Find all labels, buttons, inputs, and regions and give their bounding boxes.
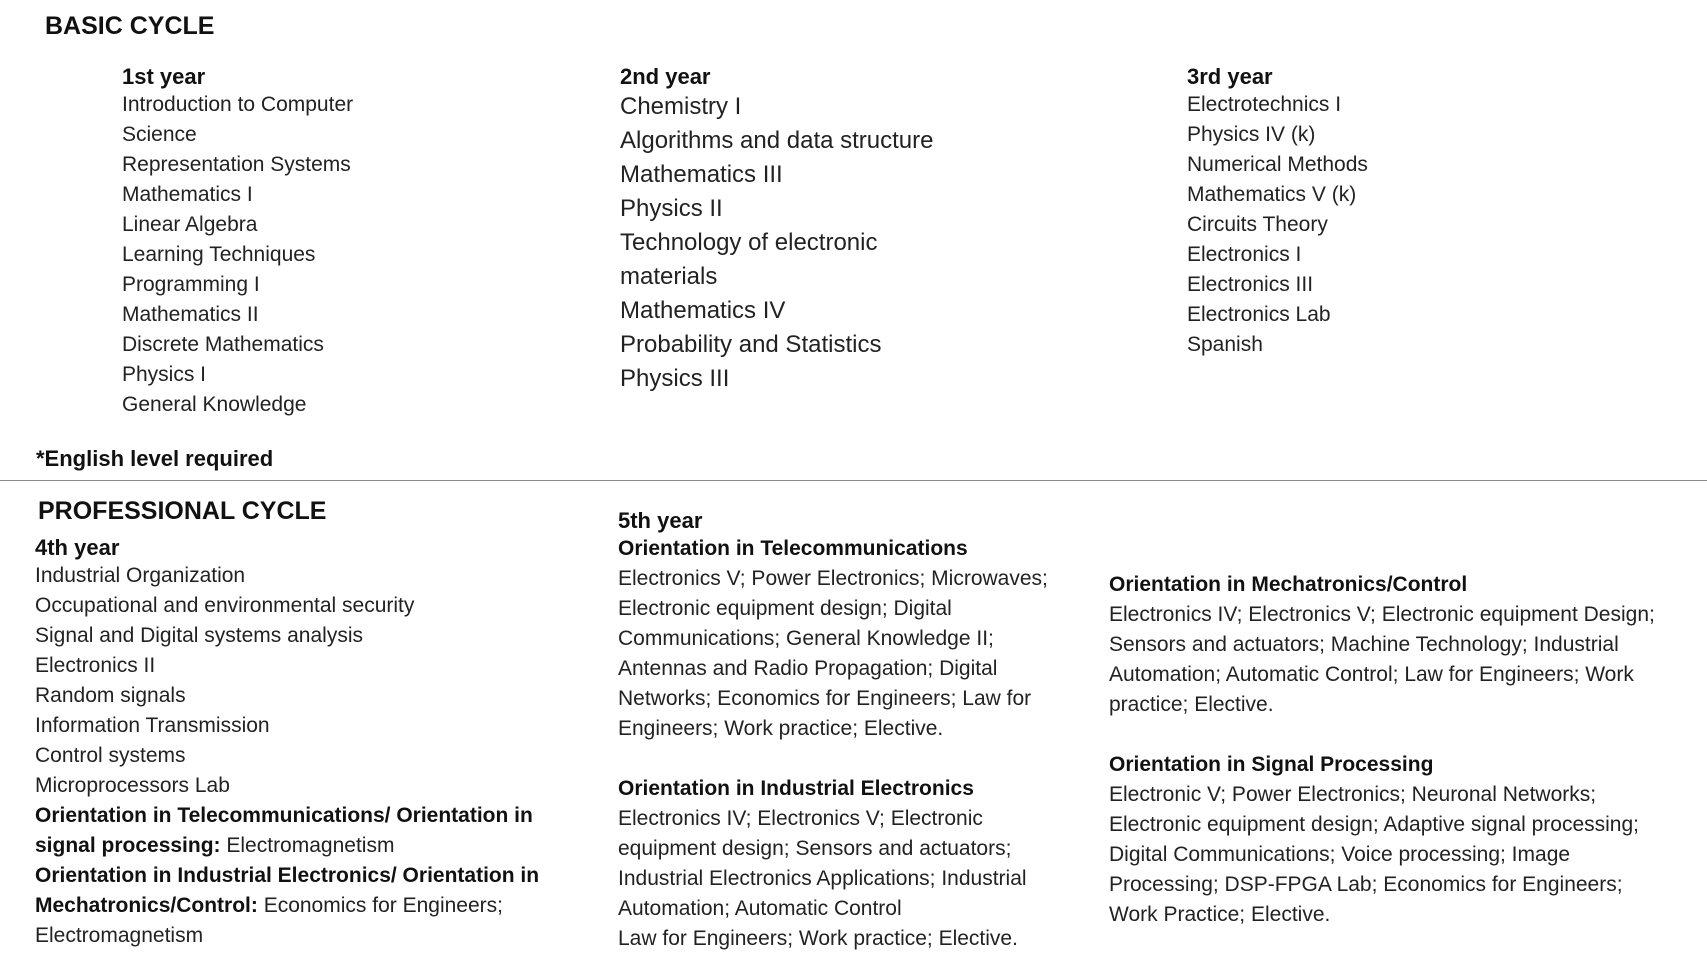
year5-right-column [1109,570,1669,930]
signal-orientation-heading: Orientation in Signal Processing [1109,753,1434,776]
year5-column [618,508,1073,954]
year2-subject: Chemistry I [620,93,742,120]
year1-subject: Representation Systems [122,153,351,176]
year1-subject: Science [122,123,197,146]
year4-subject: Microprocessors Lab [35,774,230,797]
year3-subject: Mathematics V (k) [1187,183,1357,206]
year4-subject: Electronics II [35,654,156,677]
year1-heading: 1st year [122,64,206,89]
year4-orientation-industrial-text: Economics for Engineers; Electromagnetism [35,894,503,947]
year3-subject: Circuits Theory [1187,213,1328,236]
telecom-orientation-text: Electronics V; Power Electronics; Microwaves; Electronic equipment design; Digital Communications; General Knowledge II; Antennas and Radio Propagation; Digital Networks; Economics for Engineers; Law for Engineers; Work practice; Elective. [618,567,1048,740]
year1-subject: Learning Techniques [122,243,316,266]
mechatronics-orientation-heading: Orientation in Mechatronics/Control [1109,573,1468,596]
year1-subject: Mathematics I [122,183,253,206]
year2-subject: Physics III [620,365,730,392]
english-note: *English level required [36,446,274,471]
year4-heading: 4th year [35,535,120,560]
year4-subject: Random signals [35,684,186,707]
year5-heading: 5th year [618,508,703,533]
year3-heading: 3rd year [1187,64,1273,89]
telecom-orientation-heading: Orientation in Telecommunications [618,537,968,560]
year4-subject: Information Transmission [35,714,270,737]
year3-subject: Physics IV (k) [1187,123,1316,146]
year4-subject: Signal and Digital systems analysis [35,624,363,647]
year4-subject: Industrial Organization [35,564,246,587]
year1-subject: Linear Algebra [122,213,258,236]
year2-heading: 2nd year [620,64,711,89]
mechatronics-orientation-text: Electronics IV; Electronics V; Electronic equipment Design; Sensors and actuators; Machine Technology; Industrial Automation; Automatic Control; Law for Engineers; Work practice; Elective. [1109,603,1655,716]
year4-column [35,535,595,951]
year4-orientation-industrial-label: Orientation in Industrial Electronics/ Orientation in Mechatronics/Control: [35,864,540,917]
year4-subject: Control systems [35,744,186,767]
year1-column [122,64,353,420]
year1-subject: Introduction to Computer [122,93,354,116]
year2-subject: Algorithms and data structure [620,127,934,154]
year3-column [1187,64,1368,360]
year2-subject: materials [620,263,718,290]
year4-orientation-industrial [35,861,595,951]
year2-column [620,64,934,396]
year2-subject: Probability and Statistics [620,331,882,358]
year4-subject: Occupational and environmental security [35,594,415,617]
year1-subject: Programming I [122,273,260,296]
year4-orientation-telecom-label: Orientation in Telecommunications/ Orientation in signal processing: [35,804,533,857]
industrial-orientation-text2: Law for Engineers; Work practice; Elective. [618,927,1018,950]
year4-orientation-telecom-text: Electromagnetism [220,834,395,857]
industrial-orientation-text: Electronics IV; Electronics V; Electronic equipment design; Sensors and actuators; Industrial Electronics Applications; Industrial Automation; Automatic Control [618,807,1027,920]
year3-subject: Electronics III [1187,273,1314,296]
year3-subject: Electronics Lab [1187,303,1331,326]
year3-list [1187,90,1368,360]
year2-subject: Mathematics III [620,161,783,188]
year4-orientation-telecom [35,801,595,861]
year1-subject: Mathematics II [122,303,259,326]
year3-subject: Spanish [1187,333,1263,356]
year3-subject: Numerical Methods [1187,153,1368,176]
year2-subject: Physics II [620,195,723,222]
industrial-orientation-heading: Orientation in Industrial Electronics [618,777,974,800]
basic-cycle-title: BASIC CYCLE [45,12,215,40]
year3-subject: Electronics I [1187,243,1302,266]
year1-subject: General Knowledge [122,393,307,416]
year1-subject: Physics I [122,363,207,386]
year3-subject: Electrotechnics I [1187,93,1342,116]
professional-cycle-title: PROFESSIONAL CYCLE [38,497,327,525]
signal-orientation-text: Electronic V; Power Electronics; Neuronal Networks; Electronic equipment design; Adaptive signal processing; Digital Communications; Voice processing; Image Processing; DSP-FPGA Lab; Economics for Engineers; Work Practice; Elective. [1109,783,1639,926]
year1-subject: Discrete Mathematics [122,333,324,356]
year1-list [122,90,353,420]
year2-subject: Mathematics IV [620,297,786,324]
year2-subject: Technology of electronic [620,229,878,256]
section-divider [0,480,1707,481]
year2-list [620,90,934,396]
year4-list [35,561,595,801]
